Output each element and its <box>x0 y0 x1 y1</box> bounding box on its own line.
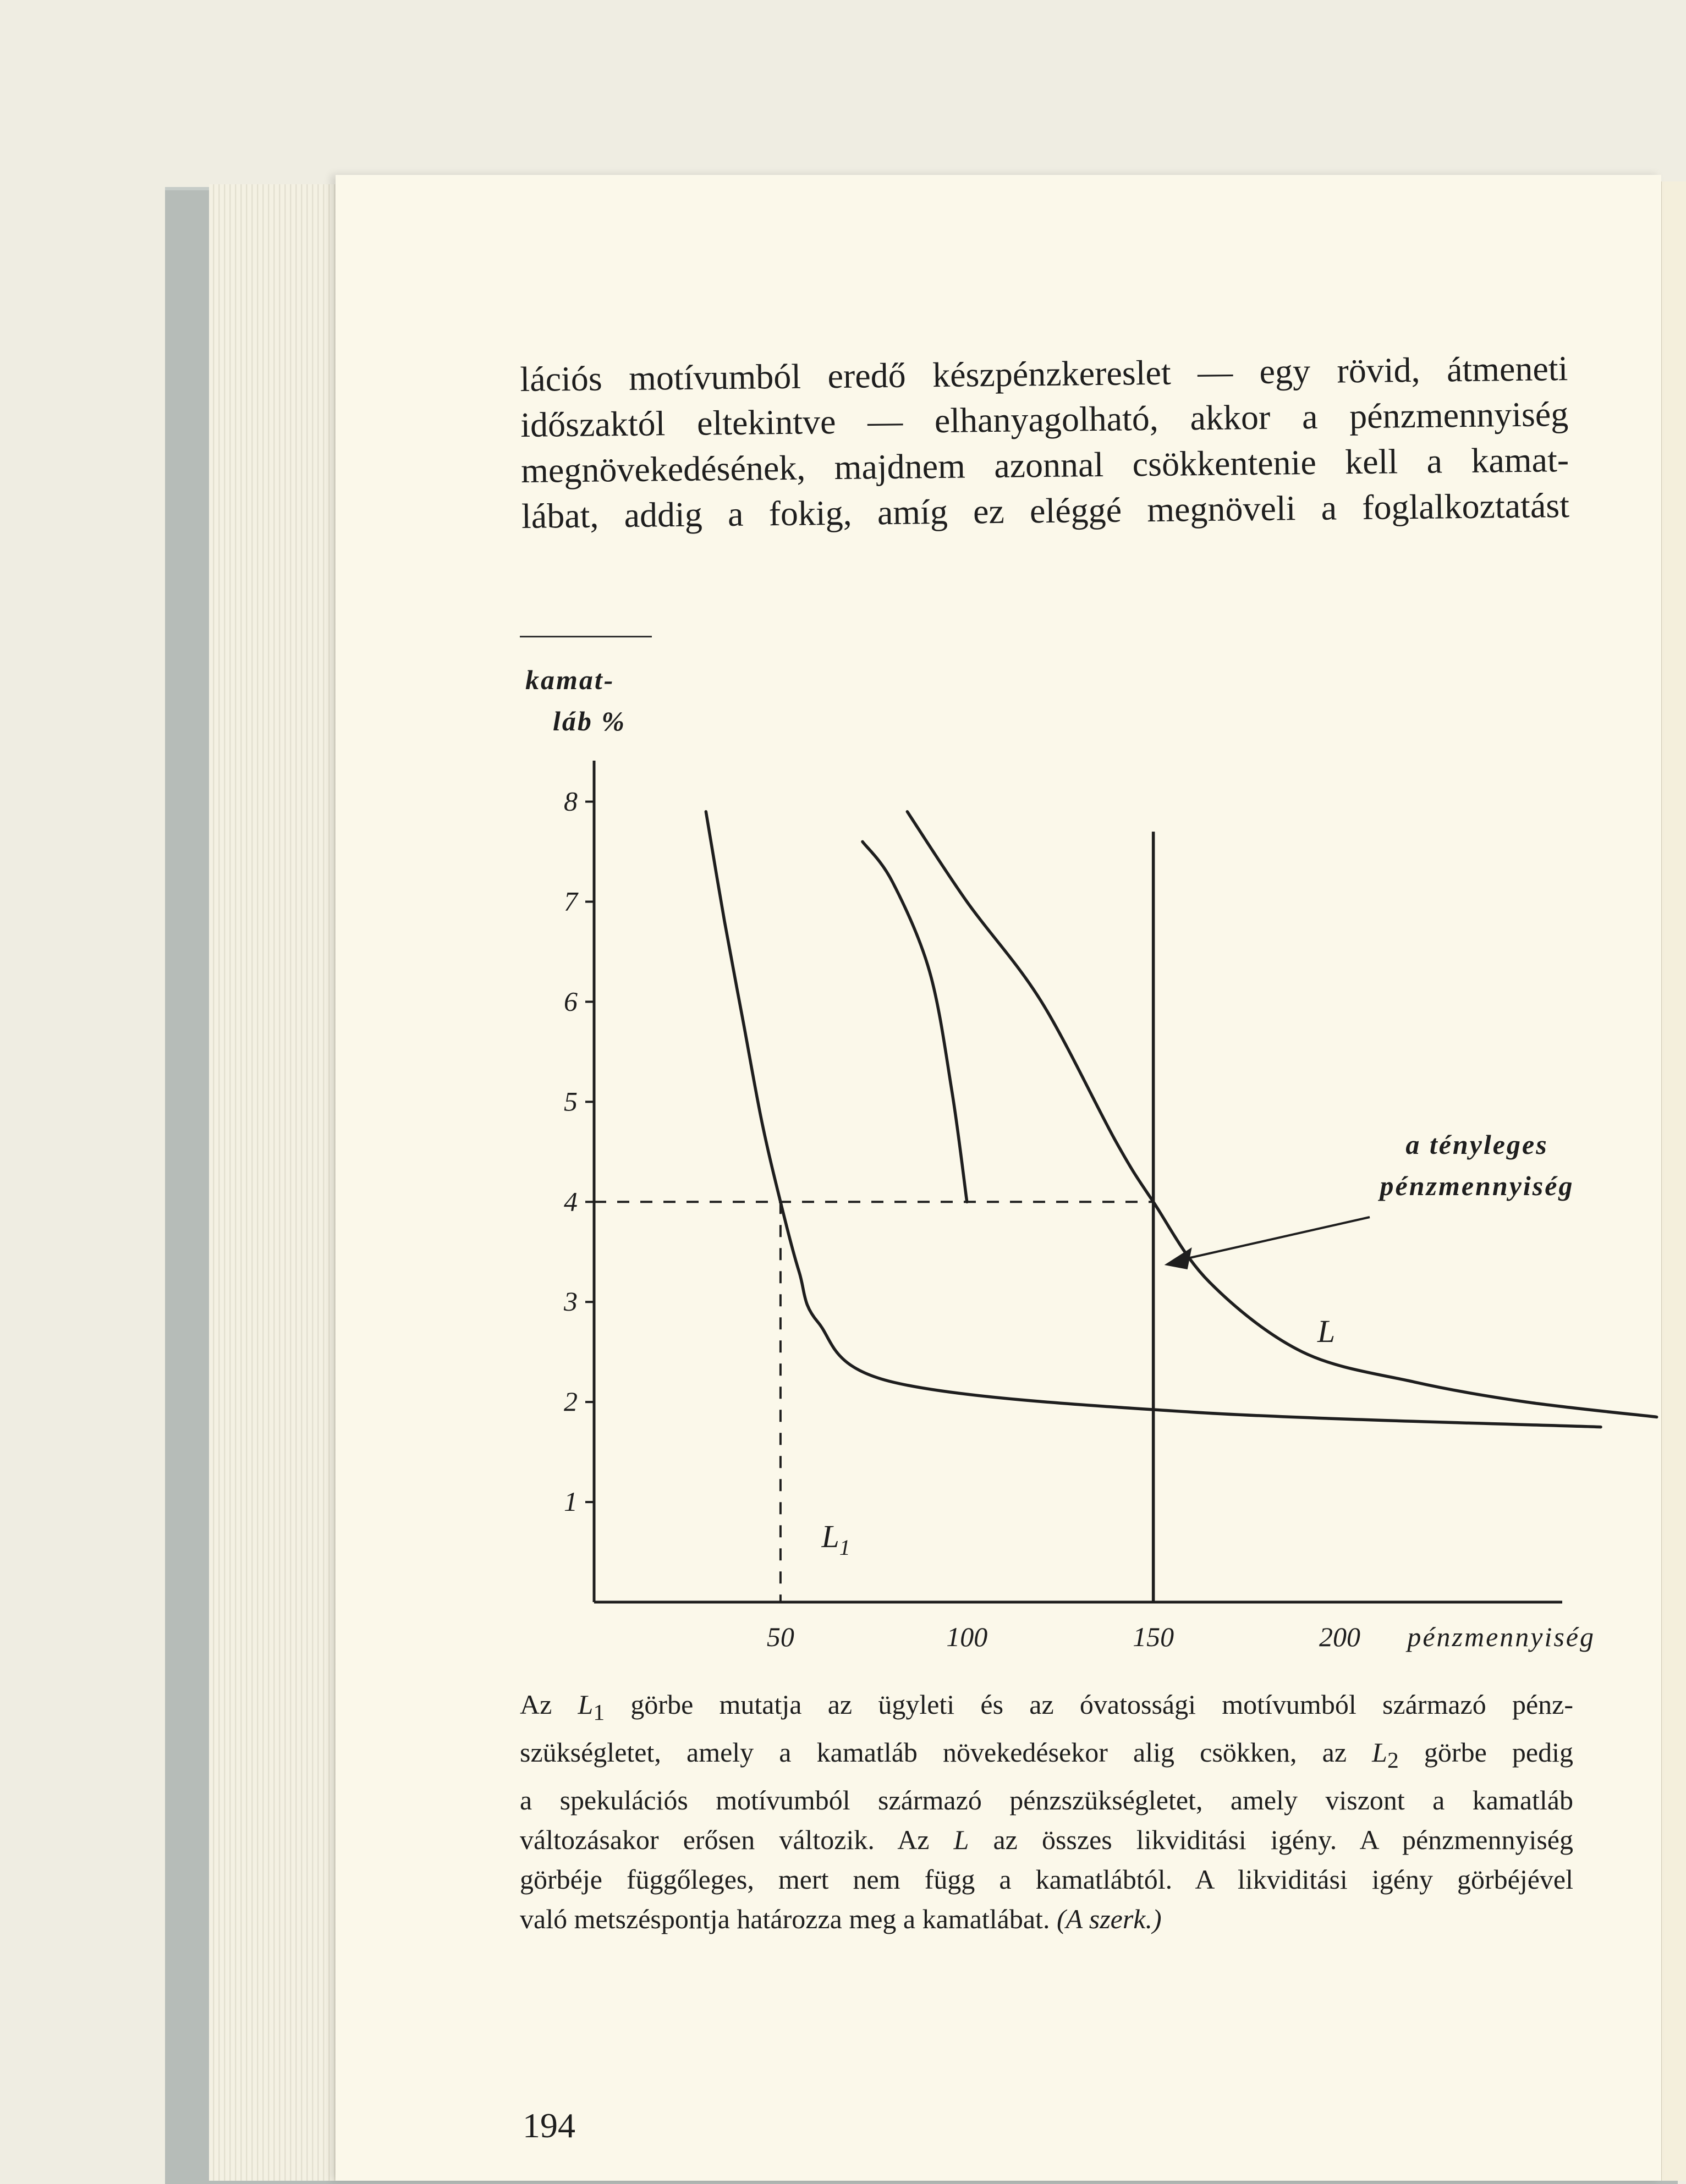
page-number: 194 <box>523 2106 575 2145</box>
arrow-shaft <box>1176 1217 1370 1261</box>
x-tick-label: 150 <box>1133 1621 1174 1652</box>
y-tick-label: 6 <box>564 986 578 1017</box>
y-tick-label: 5 <box>564 1086 578 1117</box>
facing-page-edge <box>1660 181 1686 2181</box>
figure-caption <box>520 1685 1573 1939</box>
body-line: lációs motívumból eredő készpénzkereslet — egy rövid, átmeneti <box>520 349 1568 399</box>
y-axis-label: kamat- <box>525 664 615 695</box>
body-line: megnövekedésének, majdnem azonnal csökkentenie kell a kamat- <box>520 440 1569 490</box>
y-axis-label: láb % <box>553 706 627 736</box>
x-tick-label: 100 <box>946 1621 988 1652</box>
y-tick-label: 8 <box>564 785 578 817</box>
money-supply-label: a tényleges <box>1405 1129 1548 1160</box>
caption-line: való metszéspontja határozza meg a kamatlábat. (A szerk.) <box>520 1904 1162 1934</box>
caption-line: Az $L_1$ görbe mutatja az ügyleti és az óvatossági motívumból származó pénz- <box>520 1689 1573 1725</box>
liquidity-chart <box>336 175 1661 1660</box>
y-tick-label: 4 <box>564 1186 578 1217</box>
caption-line: szükségletet, amely a kamatláb növekedésekor alig csökken, az $L_2$ görbe pedig <box>520 1737 1573 1773</box>
body-line: időszaktól eltekintve — elhanyagolható, akkor a pénzmennyiség <box>520 394 1569 444</box>
x-tick-label: 50 <box>766 1621 794 1652</box>
book-page <box>336 175 1661 2181</box>
curve-label-L1: $L_1$ <box>821 1518 850 1560</box>
arrow-head-icon <box>1165 1247 1192 1269</box>
caption-line: változásakor erősen változik. Az L az összes likviditási igény. A pénzmennyiség <box>520 1824 1573 1855</box>
x-tick-label: 200 <box>1319 1621 1361 1652</box>
body-line: lábat, addig a fokig, amíg ez eléggé megnöveli a foglalkoztatást <box>521 486 1570 536</box>
curve-label-subscript: 1 <box>839 1534 850 1560</box>
y-tick-label: 1 <box>564 1486 578 1517</box>
curve-L <box>907 812 1656 1417</box>
caption-line: görbéje függőleges, mert nem függ a kamatlábtól. A likviditási igény görbéjével <box>520 1864 1573 1895</box>
curve-L2 <box>863 841 967 1202</box>
y-tick-label: 2 <box>564 1386 578 1417</box>
caption-line: a spekulációs motívumból származó pénzszükségletet, amely viszont a kamatláb <box>520 1785 1573 1816</box>
curve-label-L: L <box>1317 1313 1336 1349</box>
y-tick-label: 7 <box>564 885 578 917</box>
y-tick-label: 3 <box>564 1286 578 1317</box>
x-axis-label: pénzmennyiség <box>1407 1621 1595 1652</box>
money-supply-label: pénzmennyiség <box>1380 1170 1574 1201</box>
